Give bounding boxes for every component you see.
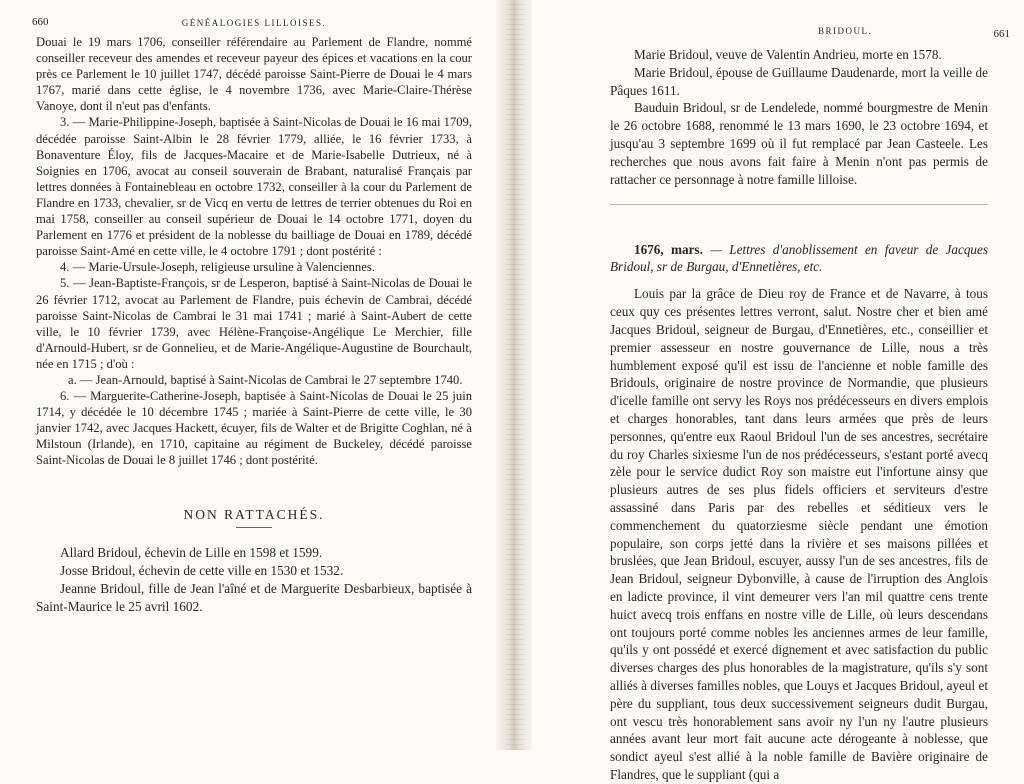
lettre-heading (610, 241, 988, 275)
entry-marie-daudenarde: Marie Bridoul, épouse de Guillaume Daudenarde, mort la veille de Pâques 1611. (610, 64, 988, 98)
left-paragraph-item-5a: a. — Jean-Arnould, baptisé à Saint-Nicolas de Cambrai le 27 septembre 1740. (68, 372, 463, 387)
right-page (528, 0, 1024, 782)
left-page-number: 660 (32, 16, 49, 28)
entry-josse: Josse Bridoul, échevin de cette ville en 1530 et 1532. (60, 562, 344, 578)
left-paragraph-item-4: 4. — Marie-Ursule-Joseph, religieuse ursuline à Valenciennes. (60, 260, 375, 275)
left-running-head (32, 10, 472, 34)
entry-allard: Allard Bridoul, échevin de Lille en 1598 et 1599. (60, 544, 323, 560)
gutter-scan-noise (506, 0, 524, 750)
right-entries (610, 46, 988, 188)
left-paragraph-continuation: Douai le 19 mars 1706, conseiller référendaire au Parlement de Flandre, nommé conseiller receveur des amendes et receveur payeur des épices et vacations en la cour près ce Parlement le 10 juillet 1747, décédé paroisse Saint-Pierre de Douai le 4 mars 1767, marié dans cette église, le 4 novembre 1736, avec Marie-Claire-Thérèse Vanoye, dont il n'eut pas d'enfants. (36, 35, 472, 114)
left-paragraph-item-6: 6. — Marguerite-Catherine-Joseph, baptisée à Saint-Nicolas de Douai le 25 juin 1714, y décédée le 10 décembre 1745 ; mariée à Saint-Pierre de cette ville, le 30 janvier 1742, avec Jacques Hackett, écuyer, fils de Walter et de Brigitte Coghlan, né à Milstoun (Irlande), en 1710, capitaine au régiment de Buckeley, décédé paroisse Saint-Nicolas de Douai le 8 juillet 1746 ; dont postérité. (36, 389, 472, 468)
lettre-body-wrap (610, 285, 988, 783)
right-running-head (610, 22, 1010, 46)
lettre-date: 1676, mars. (634, 242, 703, 258)
lettre-title: — Lettres d'anoblissement en faveur de Jacques Bridoul, sr de Burgau, d'Ennetières, etc. (610, 242, 989, 275)
entry-marie-andrieu: Marie Bridoul, veuve de Valentin Andrieu, morte en 1578. (634, 47, 942, 62)
right-divider (610, 204, 988, 205)
section-title-non-rattaches: NON RATTACHÉS. (183, 506, 325, 522)
section-rule (236, 527, 272, 528)
lettre-body: Louis par la grâce de Dieu roy de France et de Navarre, à tous ceux quy ces présentes lettres verront, salut. Nostre cher et bien amé Jacques Bridoul, seigneur de Burgau, d'Ennetières, etc., conseillier et premier assesseur en nostre gouvernance de Lille, nous a très humblement exposé qu'il est issu de l'ancienne et noble famille des Bridouls, originaire de nostre province de Normandie, que plusieurs d'icelle famille ont servy les Roys nos prédécesseurs en divers emplois et charges honorables, tant dans leurs armées que près de leurs personnes, qu'entre eux Raoul Bridoul l'un de ses ancestres, secrétaire du roy Charles sixiesme l'un de nos prédécesseurs, s'estant porté avecq zèle pour le service dudict Roy son maistre eut l'infortune ainsy que plusieurs autres de ses plus fidels officiers et serviteurs d'estre assassiné dans Paris par des rebelles et séditieux vers le commenchement du quatorziesme siècle pendant une émotion populaire, son corps jetté dans la rivière et ses maisons pillées et bruslées, que Jean Bridoul, escuyer, aussy l'un de ses ancestres, fils de Jean Bridoul, seigneur Dybonville, à cause de l'irruption des Anglois en ladicte province, il vint demeurer vers l'an mil quattre cens trente huict avecq trois enffans en nostre ville de Lille, où leurs descendans ont toujours porté comme nobles les anciennes armes de leur famille, qu'ils y ont possédé et exercé dignement et avec satisfaction du public diverses charges des plus honorables de la magistrature, qu'ils s'y sont alliés à diverses familles nobles, que Louys et Jacques Bridoul, ayeul et père du suppliant, tous deux successivement seigneurs dudit Burgau, ont vescu très honorablement sans avoir ny l'un ny l'autre plusieurs années avant leur mort fait aucune acte dérogeante à noblesse, que sondict ayeul s'est allié à la noble famille de Bavière originaire de Flandres, que le suppliant (qui a (610, 286, 988, 782)
left-paragraph-item-3: 3. — Marie-Philippine-Joseph, baptisée à Saint-Nicolas de Douai le 16 mai 1709, décédée paroisse Saint-Albin le 28 février 1779, alliée, le 16 février 1733, à Bonaventure Éloy, fils de Jacques-Macaire et de Marie-Isabelle Dutrieux, né à Soignies en 1706, avocat au conseil souverain de Brabant, naturalisé Français par lettres données à Fontainebleau en octobre 1732, conseiller à la cour du Parlement de Flandre en 1733, chevalier, sr de Vicq en vertu de lettres de terrier obtenues du Roi en mai 1758, conseiller au conseil supérieur de Douai le 14 octobre 1771, doyen du Parlement en 1776 et président de la noblesse du bailliage de Douai en 1789, décédé paroisse Saint-Amé en cette ville, le 4 octobre 1791 ; dont postérité : (36, 115, 472, 259)
right-page-number: 661 (993, 28, 1010, 40)
entry-bauduin: Bauduin Bridoul, sr de Lendelede, nommé bourgmestre de Menin le 26 octobre 1688, renommé le 13 mars 1690, le 23 octobre 1694, et jusqu'au 3 septembre 1699 où il fut remplacé par Jean Casteele. Les recherches que nous avons fait faire à Menin n'ont pas permis de rattacher ce personnage à notre famille lilloise. (610, 100, 988, 187)
left-paragraph-item-5: 5. — Jean-Baptiste-François, sr de Lesperon, baptisé à Saint-Nicolas de Douai le 26 février 1712, avocat au Parlement de Flandre, puis échevin de Cambrai, décédé paroisse Saint-Nicolas de Cambrai le 31 mai 1741 ; marié à Saint-Aubert de cette ville, le 10 février 1739, avec Hélène-Françoise-Angélique Le Merchier, fille d'Arnould-Hubert, sr de Gonnelieu, et de Marie-Angélique-Augustine de Bourchault, née en 1715 ; d'où : (36, 276, 472, 371)
right-running-title: BRIDOUL. (818, 26, 873, 36)
entry-jeanne: Jeanne Bridoul, fille de Jean l'aîné et de Marguerite Desbarbieux, baptisée à Saint-Maurice le 25 avril 1602. (36, 580, 472, 614)
left-page (0, 0, 500, 750)
left-running-title: GÉNÉALOGIES LILLOISES. (181, 18, 327, 28)
